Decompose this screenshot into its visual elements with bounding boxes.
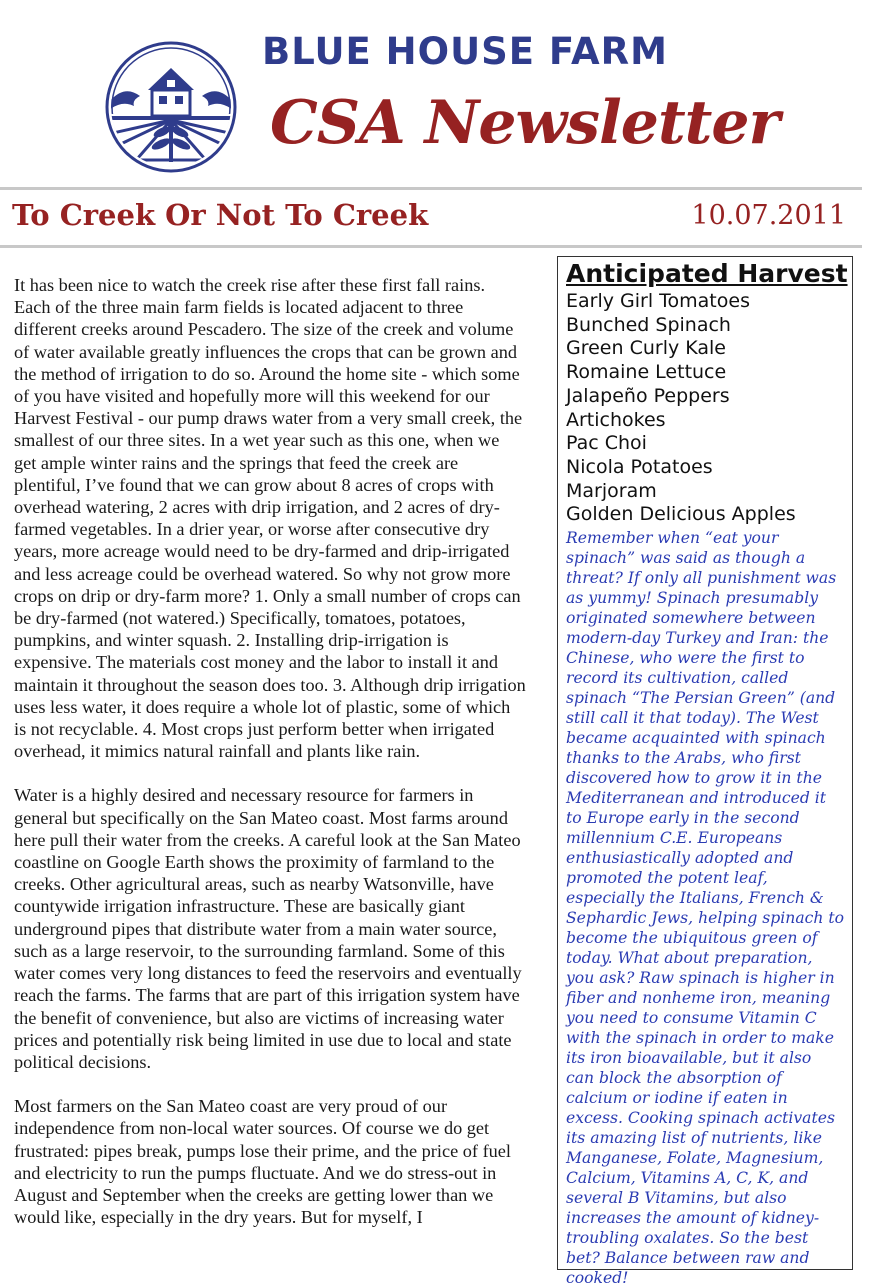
harvest-item: Green Curly Kale [566, 337, 726, 360]
article-headline: To Creek Or Not To Creek [12, 198, 429, 232]
harvest-item: Bunched Spinach [566, 313, 731, 336]
farm-logo-house-icon [104, 40, 238, 174]
masthead [0, 0, 886, 190]
harvest-item: Pac Choi [566, 432, 647, 455]
harvest-item: Jalapeño Peppers [566, 384, 730, 407]
newsletter-title: CSA Newsletter [270, 88, 780, 158]
harvest-list [566, 290, 844, 527]
sidebar-title: Anticipated Harvest [566, 259, 848, 288]
header-divider-top [0, 187, 862, 190]
harvest-item: Nicola Potatoes [566, 455, 713, 478]
spinach-note: Remember when “eat your spinach” was said as though a threat? If only all punishment was as yummy! Spinach presumably originated somewhere between modern-day Turkey and Iran: the Chinese, who were the first to record its cultivation, called spinach “The Persian Green” (and still call it that today). The West became acquainted with spinach thanks to the Arabs, who first discovered how to grow it in the Mediterranean and introduced it to Europe early in the second millennium C.E. Europeans enthusiastically adopted and promoted the potent leaf, especially the Italians, French & Sephardic Jews, helping spinach to become the ubiquitous green of today. What about preparation, you ask? Raw spinach is higher in fiber and nonheme iron, meaning you need to consume Vitamin C with the spinach in order to make its iron bioavailable, but it also can block the absorption of calcium or iodine if eaten in excess. Cooking spinach activates its amazing list of nutrients, like Manganese, Folate, Magnesium, Calcium, Vitamins A, C, K, and several B Vitamins, but also increases the amount of kidney-troubling oxalates. So the best bet? Balance between raw and cooked! [566, 529, 844, 1288]
anticipated-harvest-box [557, 256, 853, 1288]
harvest-item: Marjoram [566, 479, 657, 502]
farm-name: BLUE HOUSE FARM [262, 30, 668, 73]
harvest-item: Golden Delicious Apples [566, 503, 796, 526]
header-divider-bottom [0, 245, 862, 248]
article-paragraph: Water is a highly desired and necessary resource for farmers in general but specifically on the San Mateo coast. Most farms around here pull their water from the creeks. A careful look at the San Mateo coastline on Google Earth shows the proximity of farmland to the creeks. Other agricultural areas, such as nearby Watsonville, have countywide irrigation infrastructure. These are basically giant underground pipes that distribute water from a main water source, such as a large reservoir, to the surrounding farmland. Some of this water comes very long distances to feed the reservoirs and eventually reach the farms. The farms that are part of this irrigation system have the benefit of convenience, but also are victims of increasing water prices and potentially risk being limited in use due to local and state political decisions. [14, 785, 522, 1072]
issue-date: 10.07.2011 [691, 200, 846, 231]
harvest-item: Early Girl Tomatoes [566, 290, 750, 312]
article-body [14, 274, 526, 1250]
article-paragraph: It has been nice to watch the creek rise after these first fall rains. Each of the three main farm fields is located adjacent to three different creeks around Pescadero. The size of the creek and volume of water available greatly influences the crops that can be grown and the method of irrigation to do so. Around the home site - which some of you have visited and hopefully more will this weekend for our Harvest Festival - our pump draws water from a very small creek, the smallest of our three sites. In a wet year such as this one, when we get ample winter rains and the springs that feed the creek are plentiful, I’ve found that we can grow about 8 acres of crops with overhead watering, 2 acres with drip irrigation, and 2 acres of dry-farmed vegetables. In a drier year, or worse after consecutive dry years, more acreage would need to be dry-farmed and drip-irrigated and less acreage could be overhead watered. So why not grow more crops on drip or dry-farm more? 1. Only a small number of crops can be dry-farmed (not watered.) Specifically, tomatoes, potatoes, pumpkins, and winter squash. 2. Installing drip-irrigation is expensive. The materials cost money and the labor to install it and maintain it throughout the season does too. 3. Although drip irrigation uses less water, it does require a whole lot of plastic, some of which is not recyclable. 4. Most crops just perform better when irrigated overhead, it mimics natural rainfall and plants like rain. [14, 275, 526, 762]
harvest-item: Artichokes [566, 408, 666, 431]
harvest-item: Romaine Lettuce [566, 361, 727, 384]
article-paragraph: Most farmers on the San Mateo coast are very proud of our independence from non-local water sources. Of course we do get frustrated: pipes break, pumps lose their prime, and the price of fuel and electricity to run the pumps fluctuate. And we do stress-out in August and September when the creeks are getting lower than we would like, especially in the dry years. But for myself, I [14, 1096, 511, 1228]
